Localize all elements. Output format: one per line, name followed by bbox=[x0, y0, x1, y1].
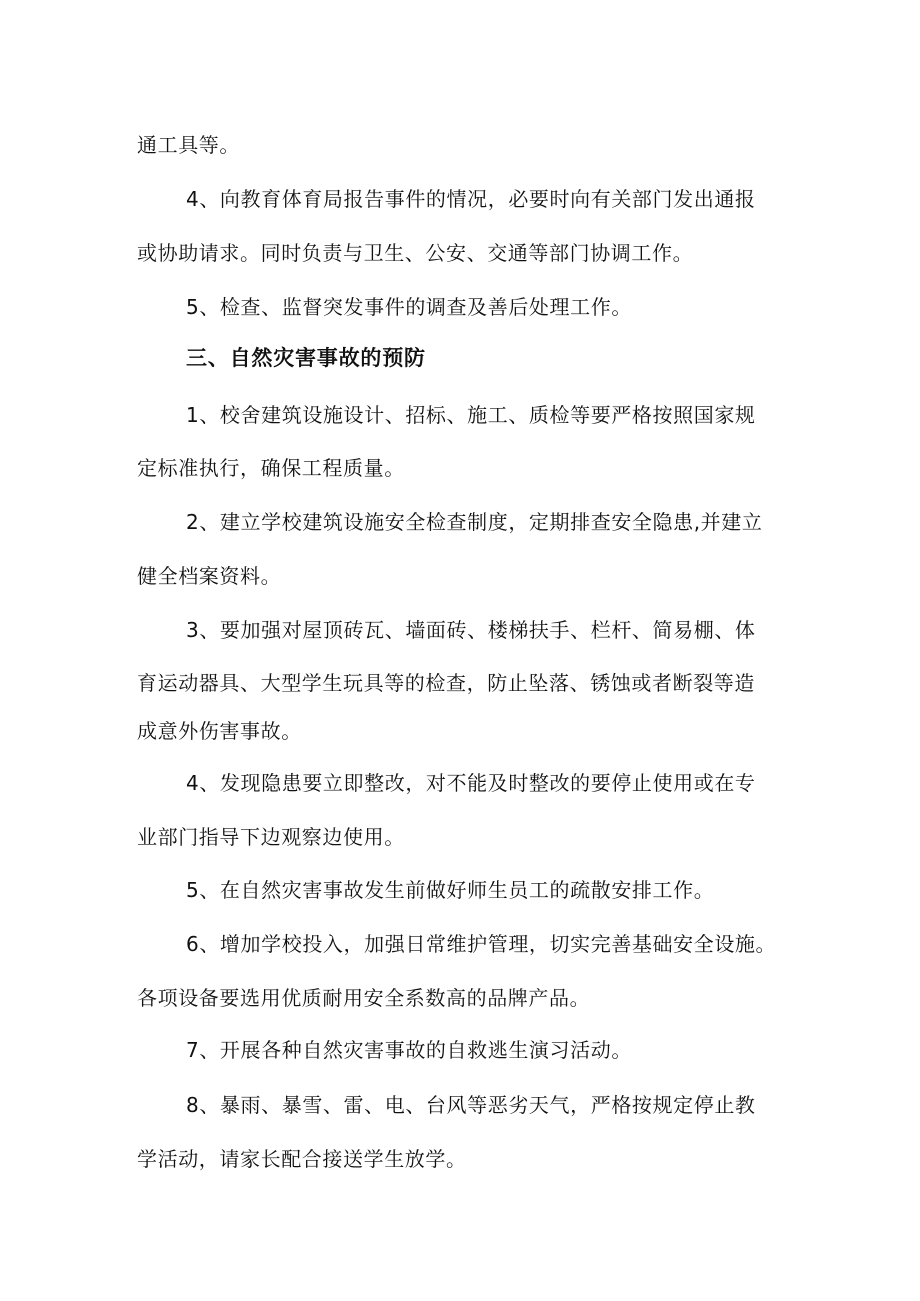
text-line: 5、检查、监督突发事件的调查及善后处理工作。 bbox=[186, 295, 632, 319]
text-line: 4、发现隐患要立即整改，对不能及时整改的要停止使用或在专 bbox=[186, 771, 756, 795]
text-line: 5、在自然灾害事故发生前做好师生员工的疏散安排工作。 bbox=[186, 878, 715, 902]
text-line: 3、要加强对屋顶砖瓦、墙面砖、楼梯扶手、栏杆、简易棚、体 bbox=[186, 618, 756, 642]
text-line: 学活动，请家长配合接送学生放学。 bbox=[137, 1147, 467, 1171]
section-heading: 三、自然灾害事故的预防 bbox=[186, 346, 426, 370]
text-line: 8、暴雨、暴雪、雷、电、台风等恶劣天气，严格按规定停止教 bbox=[186, 1093, 756, 1117]
text-line: 各项设备要选用优质耐用安全系数高的品牌产品。 bbox=[137, 986, 591, 1010]
text-line: 1、校舍建筑设施设计、招标、施工、质检等要严格按照国家规 bbox=[186, 403, 756, 427]
text-line: 育运动器具、大型学生玩具等的检查，防止坠落、锈蚀或者断裂等造 bbox=[137, 671, 755, 695]
text-line: 业部门指导下边观察边使用。 bbox=[137, 825, 405, 849]
text-line: 通工具等。 bbox=[137, 133, 240, 157]
text-line: 成意外伤害事故。 bbox=[137, 719, 302, 743]
text-line: 4、向教育体育局报告事件的情况，必要时向有关部门发出通报 bbox=[186, 187, 756, 211]
text-line: 6、增加学校投入，加强日常维护管理，切实完善基础安全设施。 bbox=[186, 932, 777, 956]
text-line: 定标准执行，确保工程质量。 bbox=[137, 456, 405, 480]
text-line: 7、开展各种自然灾害事故的自救逃生演习活动。 bbox=[186, 1038, 632, 1062]
text-line: 或协助请求。同时负责与卫生、公安、交通等部门协调工作。 bbox=[137, 241, 694, 265]
text-line: 2、建立学校建筑设施安全检查制度，定期排查安全隐患,并建立 bbox=[186, 510, 763, 534]
text-line: 健全档案资料。 bbox=[137, 564, 282, 588]
